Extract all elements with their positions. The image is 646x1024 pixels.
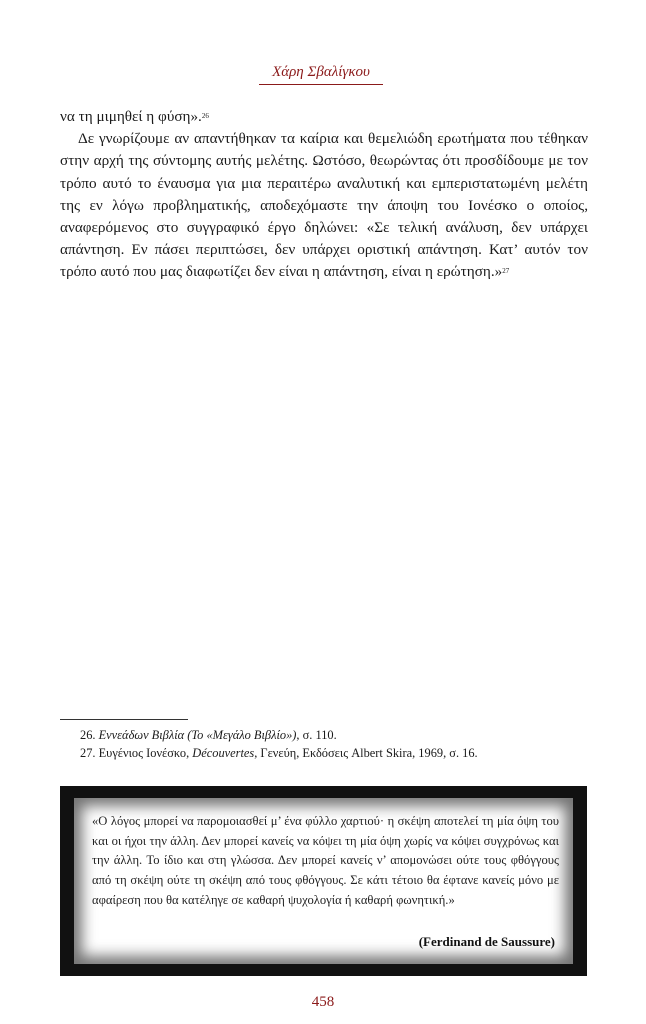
footnote-divider — [60, 719, 188, 720]
footnote-27: 27. Ευγένιος Ιονέσκο, Découvertes, Γενεύη, Εκδόσεις Albert Skira, 1969, σ. 16. — [80, 745, 478, 760]
paragraph-continuation: να τη μιμηθεί η φύση».$^{26}$ — [60, 108, 209, 125]
footnote-26: 26. Εννεάδων Βιβλία (Το «Μεγάλο Βιβλίο»), σ. 110. — [80, 728, 337, 742]
footnote-ref-27[interactable]: 27 — [502, 267, 510, 276]
running-header: Χάρη Σβαλίγκου — [259, 64, 383, 85]
footnote-ref-26[interactable]: 26 — [201, 112, 209, 120]
body-text — [60, 106, 588, 284]
paragraph-conclusion: Δε γνωρίζουμε αν απαντήθηκαν τα καίρια και θεμελιώδη ερωτήματα που τέθηκαν στην αρχή της σύντομης αυτής μελέτης. Ωστόσο, θεωρώντας ότι προσδίδουμε με τον τρόπο αυτό το έναυσμα για μια περαιτέρω αναλυτική και εμπεριστατωμένη μελέτη της εν λόγω προβληματικής, αποδεχόμαστε την άποψη του Ιονέσκο ο οποίος, αναφερόμενος στο συγγραφικό έργο δηλώνει: «Σε τελική ανάλυση, δεν υπάρχει απάντηση. Εν πάσει περιπτώσει, δεν υπάρχει οριστική απάντηση. Κατ’ αυτόν τον τρόπο αυτό που μας διαφωτίζει δεν είναι η απάντηση, είναι η ερώτηση.»$^{27}$ — [60, 130, 588, 281]
footnotes — [80, 727, 600, 762]
quote-text: «Ο λόγος μπορεί να παρομοιασθεί μ’ ένα φύλλο χαρτιού· η σκέψη αποτελεί τη μία όψη του και οι ήχοι την άλλη. Δεν μπορεί κανείς να κόψει τη μία όψη χωρίς να κόψει συγχρόνως και την άλλη. Το ίδιο και στη γλώσσα. Δεν μπορεί κανείς ν’ απομονώσει ούτε τους φθόγγους από τη σκέψη ούτε τη σκέψη από τους φθόγγους. Σε κάτι τέτοιο θα έφτανε κανείς μόνο με αφαίρεση που θα κατέληγε σε καθαρή ψυχολογία ή καθαρή φωνητική.» — [92, 814, 559, 907]
quote-panel — [74, 798, 573, 964]
quote-box — [60, 786, 587, 976]
page-number: 458 — [311, 994, 335, 1010]
quote-author: (Ferdinand de Saussure) — [418, 934, 555, 949]
